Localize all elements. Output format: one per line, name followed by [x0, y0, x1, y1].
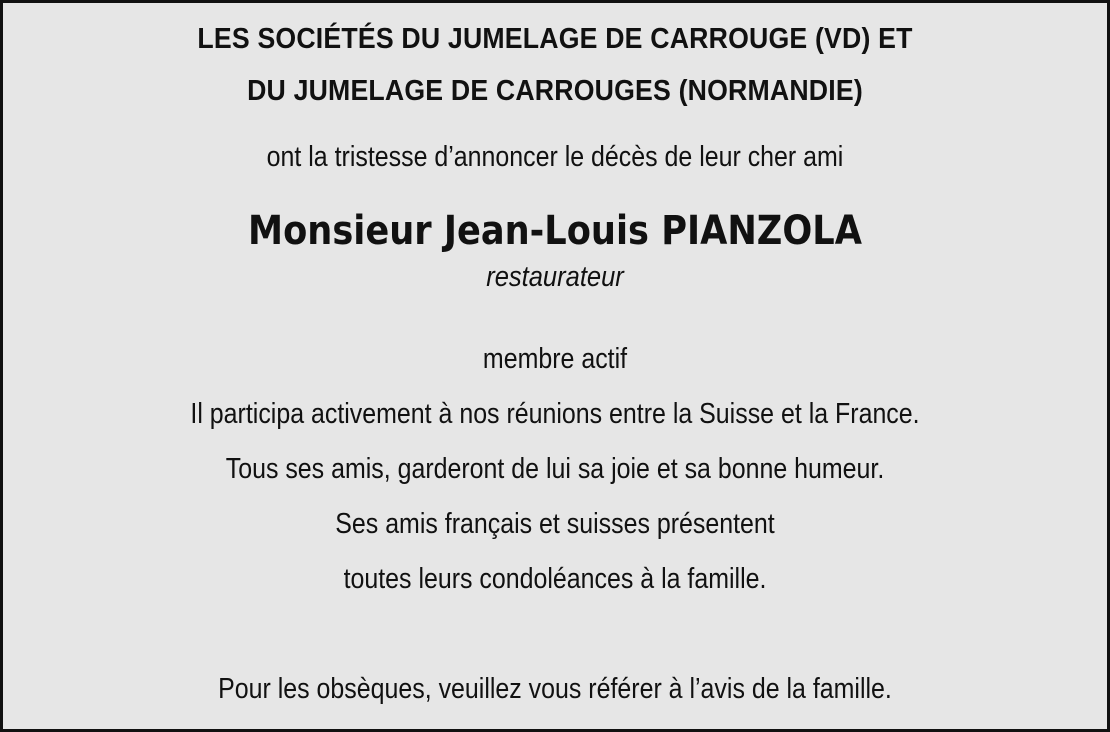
header-line-2: DU JUMELAGE DE CARROUGES (NORMANDIE): [247, 75, 863, 107]
body-line: toutes leurs condoléances à la famille.: [343, 563, 767, 595]
intro-text: ont la tristesse d’annoncer le décès de leur cher ami: [266, 141, 844, 173]
body-line: Tous ses amis, garderont de lui sa joie et sa bonne humeur.: [225, 453, 885, 485]
deceased-name: Monsieur Jean-Louis PIANZOLA: [248, 208, 862, 254]
body-line: Ses amis français et suisses présentent: [335, 508, 775, 540]
body-line: Il participa activement à nos réunions entre la Suisse et la France.: [190, 398, 920, 430]
deceased-profession: restaurateur: [486, 261, 624, 293]
header-line-1: LES SOCIÉTÉS DU JUMELAGE DE CARROUGE (VD) ET: [197, 23, 913, 55]
body-line: membre actif: [482, 343, 628, 375]
closing-text: Pour les obsèques, veuillez vous référer à l’avis de la famille.: [218, 673, 892, 705]
